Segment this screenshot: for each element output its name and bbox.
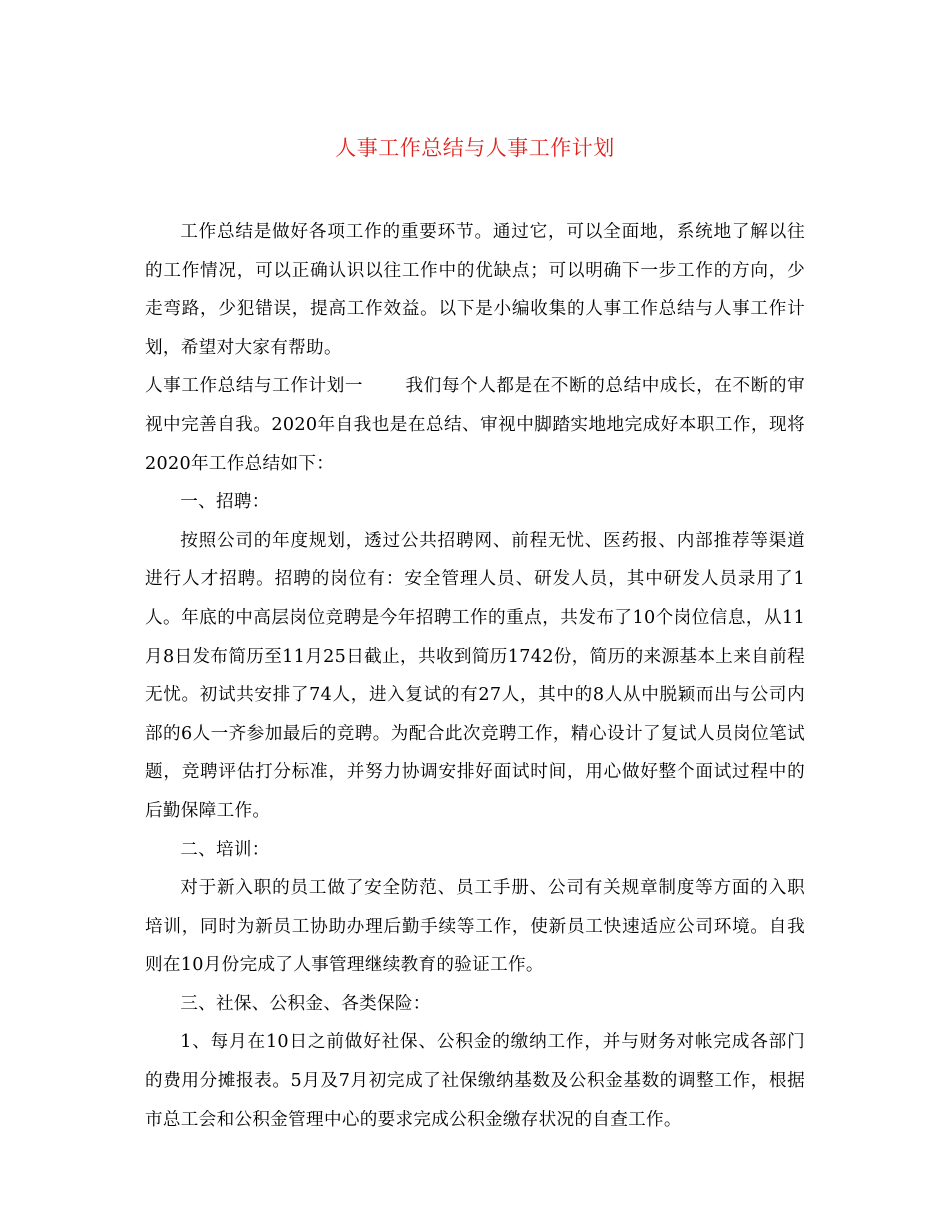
- paragraph-training: 对于新入职的员工做了安全防范、员工手册、公司有关规章制度等方面的入职培训，同时为新员工协助办理后勤手续等工作，使新员工快速适应公司环境。自我则在10月份完成了人事管理继续教育的验证工作。: [145, 878, 805, 976]
- heading-recruitment: 一、招聘：: [180, 492, 270, 513]
- section-paragraph: [145, 367, 805, 483]
- document-body: [145, 213, 805, 1139]
- heading-training: 二、培训：: [180, 839, 270, 860]
- document-title: 人事工作总结与人事工作计划: [335, 136, 615, 160]
- section-lead: 我们每个人都是在不断的总结中成长，在不断的审视中完善自我。2020年自我也是在总结、审视中脚踏实地地完成好本职工作，现将2020年工作总结如下：: [145, 376, 805, 474]
- section-heading: 人事工作总结与工作计划一: [145, 376, 364, 397]
- heading-social-security: 三、社保、公积金、各类保险：: [180, 993, 431, 1014]
- paragraph-recruitment: 按照公司的年度规划，透过公共招聘网、前程无忧、医药报、内部推荐等渠道进行人才招聘。招聘的岗位有：安全管理人员、研发人员，其中研发人员录用了1人。年底的中高层岗位竞聘是今年招聘工作的重点，共发布了10个岗位信息，从11月8日发布简历至11月25日截止，共收到简历1742份，简历的来源基本上来自前程无忧。初试共安排了74人，进入复试的有27人，其中的8人从中脱颖而出与公司内部的6人一齐参加最后的竞聘。为配合此次竞聘工作，精心设计了复试人员岗位笔试题，竞聘评估打分标准，并努力协调安排好面试时间，用心做好整个面试过程中的后勤保障工作。: [145, 530, 805, 821]
- paragraph-social-security: 1、每月在10日之前做好社保、公积金的缴纳工作，并与财务对帐完成各部门的费用分摊报表。5月及7月初完成了社保缴纳基数及公积金基数的调整工作，根据市总工会和公积金管理中心的要求完成公积金缴存状况的自查工作。: [145, 1032, 805, 1130]
- intro-paragraph: 工作总结是做好各项工作的重要环节。通过它，可以全面地，系统地了解以往的工作情况，可以正确认识以往工作中的优缺点；可以明确下一步工作的方向，少走弯路，少犯错误，提高工作效益。以下是小编收集的人事工作总结与人事工作计划，希望对大家有帮助。: [145, 222, 805, 358]
